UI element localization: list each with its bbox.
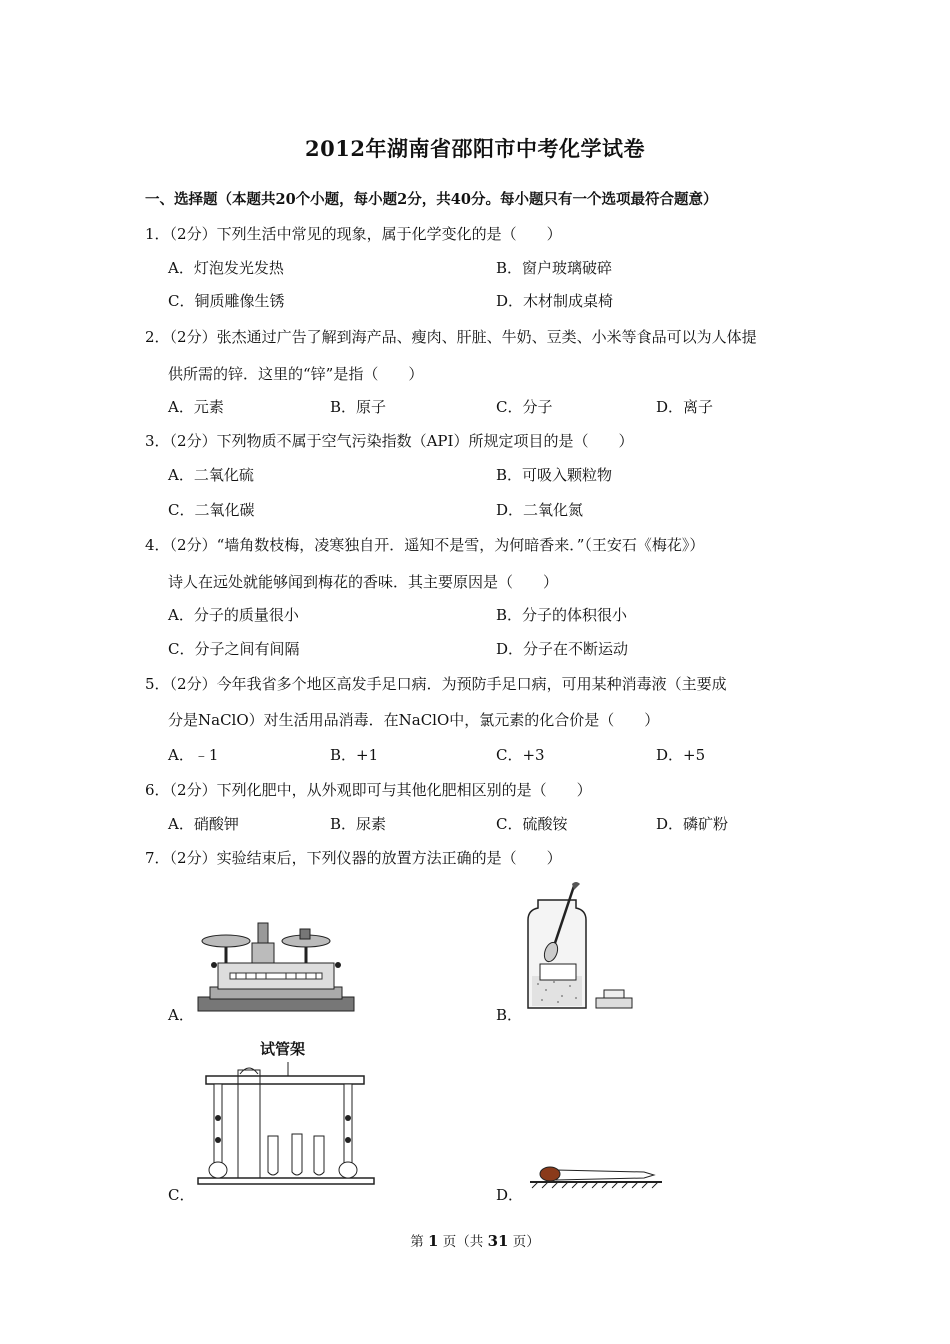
test-tube-rack-label: 试管架: [260, 1040, 306, 1058]
question-2-stem-line-2: 供所需的锌．这里的“锌”是指（ ）: [168, 365, 424, 383]
question-3-option-c: C．二氧化碳: [168, 501, 255, 519]
question-7-option-b: B．: [496, 1006, 523, 1024]
question-5-stem-line-2: 分是NaClO）对生活用品消毒．在NaClO中，氯元素的化合价是（ ）: [168, 711, 660, 729]
footer-middle: 页（共: [438, 1234, 488, 1250]
footer-total-pages: 31: [487, 1232, 509, 1250]
question-4-option-b: B．分子的体积很小: [496, 606, 628, 624]
page-title: 2012年湖南省邵阳市中考化学试卷: [305, 136, 645, 161]
question-1-stem: 1．（2分）下列生活中常见的现象，属于化学变化的是（ ）: [145, 225, 562, 243]
question-2-option-c: C．分子: [496, 398, 553, 416]
question-7-option-a: A．: [168, 1006, 194, 1024]
question-7-stem: 7．（2分）实验结束后，下列仪器的放置方法正确的是（ ）: [145, 849, 562, 867]
question-5-option-a: A．﹣1: [168, 746, 219, 764]
question-3-option-b: B．可吸入颗粒物: [496, 466, 613, 484]
question-4-option-a: A．分子的质量很小: [168, 606, 299, 624]
question-2-option-a: A．元素: [168, 398, 224, 416]
question-6-option-a: A．硝酸钾: [168, 815, 239, 833]
question-3-stem: 3．（2分）下列物质不属于空气污染指数（API）所规定项目的是（ ）: [145, 432, 634, 450]
balance-scale-icon: [196, 915, 356, 1015]
footer-prefix: 第: [410, 1234, 429, 1250]
question-4-stem-line-2: 诗人在远处就能够闻到梅花的香味．其主要原因是（ ）: [168, 573, 559, 591]
question-1-option-c: C．铜质雕像生锈: [168, 292, 285, 310]
question-5-option-d: D．+5: [656, 746, 706, 764]
question-2-stem-line-1: 2．（2分）张杰通过广告了解到海产品、瘦肉、肝脏、牛奶、豆类、小米等食品可以为人体提: [145, 328, 757, 346]
page-footer: [0, 1230, 950, 1250]
test-tube-rack-icon: [196, 1040, 376, 1190]
question-4-option-c: C．分子之间有间隔: [168, 640, 300, 658]
question-1-option-d: D．木材制成桌椅: [496, 292, 614, 310]
question-5-option-c: C．+3: [496, 746, 545, 764]
question-7-option-c: C．: [168, 1186, 195, 1204]
question-6-option-c: C．硫酸铵: [496, 815, 568, 833]
question-6-stem: 6．（2分）下列化肥中，从外观即可与其他化肥相区别的是（ ）: [145, 781, 592, 799]
question-7-option-d: D．: [496, 1186, 524, 1204]
footer-suffix: 页）: [508, 1234, 540, 1250]
question-6-option-d: D．磷矿粉: [656, 815, 729, 833]
question-3-option-a: A．二氧化硫: [168, 466, 254, 484]
reagent-bottle-with-dropper-icon: [524, 880, 634, 1012]
question-1-option-a: A．灯泡发光发热: [168, 259, 284, 277]
question-5-option-b: B．+1: [330, 746, 379, 764]
question-3-option-d: D．二氧化氮: [496, 501, 584, 519]
footer-page-number: 1: [428, 1232, 439, 1250]
question-2-option-b: B．原子: [330, 398, 387, 416]
question-2-option-d: D．离子: [656, 398, 714, 416]
question-5-stem-line-1: 5．（2分）今年我省多个地区高发手足口病．为预防手足口病，可用某种消毒液（主要成: [145, 675, 727, 693]
question-1-option-b: B．窗户玻璃破碎: [496, 259, 613, 277]
question-6-option-b: B．尿素: [330, 815, 387, 833]
section-header: 一、选择题（本题共20个小题，每小题2分，共40分。每小题只有一个选项最符合题意）: [145, 191, 718, 208]
test-tube-lying-icon: [526, 1156, 666, 1190]
question-4-stem-line-1: 4．（2分）“墙角数枝梅，凌寒独自开．遥知不是雪，为何暗香来．”（王安石《梅花》）: [145, 536, 705, 554]
question-4-option-d: D．分子在不断运动: [496, 640, 629, 658]
